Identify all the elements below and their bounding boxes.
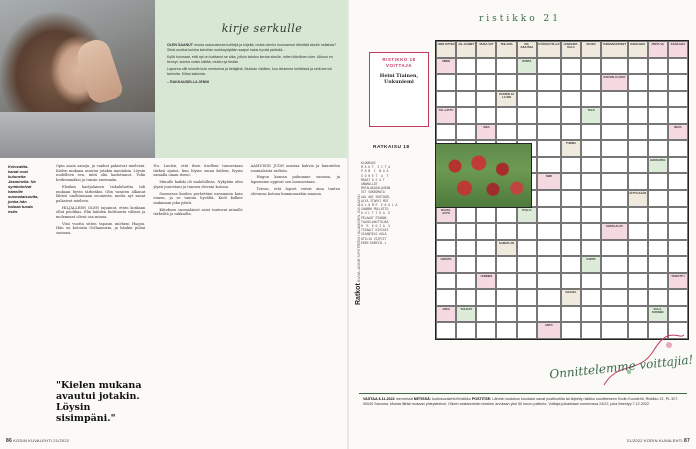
brand-logo-text: Ratkot <box>355 283 362 305</box>
crossword-answer-cell[interactable] <box>517 256 537 273</box>
crossword-answer-cell[interactable] <box>581 306 601 323</box>
crossword-clue: PULLO <box>517 207 537 224</box>
crossword-answer-cell[interactable] <box>581 207 601 224</box>
crossword-answer-cell[interactable] <box>601 273 627 290</box>
crossword-answer-cell[interactable] <box>561 322 581 339</box>
crossword-answer-cell[interactable] <box>517 124 537 141</box>
solution-row: TIEAALT KIVIAIS <box>361 228 389 233</box>
crossword-answer-cell[interactable] <box>476 256 496 273</box>
crossword-answer-cell[interactable] <box>537 107 561 124</box>
crossword-clue: KASTEN JA LA-SIN <box>496 91 516 108</box>
solution-row: A L O M E E K O L A <box>361 203 398 208</box>
crossword-answer-cell[interactable] <box>601 124 627 141</box>
crossword-answer-cell[interactable] <box>436 74 456 91</box>
crossword-answer-cell[interactable] <box>476 306 496 323</box>
crossword-answer-cell[interactable] <box>537 273 561 290</box>
crossword-header-clue: OSEN-NAIS <box>628 41 648 58</box>
crossword-answer-cell[interactable] <box>456 322 476 339</box>
letter-greeting: OLEN SAANUT <box>167 43 193 47</box>
article-paragraph: HILJALLEEN OLEN tajunnut, etten koskaan ollut puolikas. Elin kahden kulttuurin välissä ja molemmat olivat osa minua. <box>56 205 146 220</box>
crossword-header-clue: SEURA <box>581 41 601 58</box>
crossword-answer-cell[interactable] <box>517 306 537 323</box>
crossword-clue: NAAVEL <box>561 289 581 306</box>
winners-issue: RISTIKKO 18 <box>382 57 416 62</box>
crossword-header-clue: HYÖKKÄYSLAJI <box>537 41 561 58</box>
crossword-answer-cell[interactable] <box>668 306 688 323</box>
crossword-answer-cell[interactable] <box>496 58 516 75</box>
crossword-answer-cell[interactable] <box>476 74 496 91</box>
deadline-suffix: mennessä <box>395 397 413 401</box>
solution-title: RATKAISU 18 <box>373 145 410 150</box>
crossword-answer-cell[interactable] <box>436 322 456 339</box>
crossword-clue: KAPPA <box>581 256 601 273</box>
crossword-answer-cell[interactable] <box>537 306 561 323</box>
crossword-answer-cell[interactable] <box>456 124 476 141</box>
crossword-answer-cell[interactable] <box>561 207 581 224</box>
section-header: ristikko 21 <box>479 14 561 24</box>
crossword-answer-cell[interactable] <box>517 273 537 290</box>
crossword-answer-cell[interactable] <box>581 273 601 290</box>
crossword-answer-cell[interactable] <box>668 289 688 306</box>
crossword-answer-cell[interactable] <box>517 74 537 91</box>
mail-instructions: Lähetä ruudukon koodatut sanat postikortilla tai täytetty ristikko osoitteeseen Kodin Kuvalehti, Ristikko 21, PL 327, 00040 Sanoma. Muista liittää mukaan yhteystietosi. <box>363 397 679 406</box>
winner-name: Heini Tiainen, Uukuniemi <box>379 73 419 85</box>
crossword-answer-cell[interactable] <box>601 240 627 257</box>
crossword-answer-cell[interactable] <box>561 107 581 124</box>
crossword-answer-cell[interactable] <box>537 256 561 273</box>
photo-caption: Kelovaltta-kanat ovat kuluneita Jasminella. Ne symboloivat häneille suomalaisuutta, jonka hän haluaa tuoda esiin. <box>8 164 39 214</box>
crossword-answer-cell[interactable] <box>668 240 688 257</box>
solution-row: ALYA ITARVI MIE <box>361 198 389 203</box>
crossword-answer-cell[interactable] <box>537 289 561 306</box>
crossword-answer-cell[interactable] <box>476 91 496 108</box>
crossword-clue: VIRKE <box>436 58 456 75</box>
crossword-answer-cell[interactable] <box>601 157 627 174</box>
solution-grid <box>361 161 439 245</box>
crossword-answer-cell[interactable] <box>648 140 668 157</box>
crossword-answer-cell[interactable] <box>537 58 561 75</box>
crossword-answer-cell[interactable] <box>601 289 627 306</box>
article-paragraph: Opin aasia sanoja, ja vanhat palasivat mieleeni. Kielen mukana avautui jotakin muutakin. Löysin uudelleen sen, mitä olin kadottanut. Tulin herkemmäksi ja tunsin enemmän. <box>56 164 146 183</box>
letter-box <box>155 0 347 158</box>
crossword-answer-cell[interactable] <box>648 190 668 207</box>
article-paragraph: Elenkin kartjalainen tiskaluhattia tuli mukaan hyvin tärkeäksi. Olin vasaten alkanut lähteä unohtumaan suomesta, mutta nyt sanat palasivat mieleen. <box>56 184 146 203</box>
crossword-header-clue: JAL-KAIMET <box>456 41 476 58</box>
crossword-answer-cell[interactable] <box>456 223 476 240</box>
crossword-answer-cell[interactable] <box>628 140 648 157</box>
crossword-answer-cell[interactable] <box>537 240 561 257</box>
crossword-answer-cell[interactable] <box>517 223 537 240</box>
crossword-answer-cell[interactable] <box>668 223 688 240</box>
winners-label: VOITTAJA <box>386 63 412 68</box>
solution-row: VIT SOKEOMATA <box>361 190 385 195</box>
solution-row: R R K O I A V <box>361 224 391 229</box>
crossword-answer-cell[interactable] <box>561 223 581 240</box>
crossword-answer-cell[interactable] <box>601 173 627 190</box>
crossword-clue: SIKA <box>476 124 496 141</box>
crossword-answer-cell[interactable] <box>561 240 581 257</box>
letter-signature: – RAKKAUDELLA JENNI <box>167 79 209 84</box>
crossword-answer-cell[interactable] <box>561 91 581 108</box>
answer-instructions <box>359 395 687 430</box>
crossword-answer-cell[interactable] <box>601 256 627 273</box>
crossword-answer-cell[interactable] <box>601 107 627 124</box>
solution-row: TALKELAAUTTAJAA <box>361 219 389 224</box>
crossword-answer-cell[interactable] <box>537 140 561 157</box>
solution-row: SANAMA PULLOTIO <box>361 207 389 212</box>
crossword-answer-cell[interactable] <box>601 91 627 108</box>
crossword-answer-cell[interactable] <box>517 240 537 257</box>
crossword-answer-cell[interactable] <box>496 256 516 273</box>
crossword-answer-cell[interactable] <box>648 207 668 224</box>
crossword-answer-cell[interactable] <box>476 289 496 306</box>
article-paragraph: AAMUISIN JUON mustaa kahvia ja kuuntelen suomalaista radiota. <box>250 164 340 173</box>
portrait-photo <box>0 0 155 158</box>
crossword-answer-cell[interactable] <box>517 107 537 124</box>
page-number: 86 <box>6 438 12 444</box>
crossword-clue: TAL-LATTU <box>436 107 456 124</box>
page-footer-left <box>6 438 69 444</box>
crossword-answer-cell[interactable] <box>561 190 581 207</box>
crossword-answer-cell[interactable] <box>601 207 627 224</box>
article-paragraph: Viisi vuotta sitten tapasin mieheni Hugon. Hän on kotoisin Gollanmista, ja hänkin puhui suomea. <box>56 221 146 236</box>
crossword-answer-cell[interactable] <box>628 124 648 141</box>
crossword-answer-cell[interactable] <box>456 58 476 75</box>
deadline: VASTAA 8.11.2022 <box>363 397 395 401</box>
article-paragraph: Toivon, että lapset voivat aina tuntea olevansa kotona kummassakin maassa. <box>250 186 340 196</box>
crossword-answer-cell[interactable] <box>496 74 516 91</box>
winners-box <box>369 52 429 127</box>
crossword-header-clue: SÄÄN-SIJA <box>668 41 688 58</box>
solution-row: MAAAT A S A T <box>361 177 385 182</box>
crossword-answer-cell[interactable] <box>668 190 688 207</box>
left-page <box>0 0 347 449</box>
congratulations-text: Onnittelemme voittajia! <box>548 352 695 382</box>
crossword-clue: RAIVON LU-KKO <box>601 74 627 91</box>
crossword-header-clue: YHDENNÄKÖISET <box>601 41 627 58</box>
crossword-answer-cell[interactable] <box>601 190 627 207</box>
crossword-answer-cell[interactable] <box>436 273 456 290</box>
crossword-answer-cell[interactable] <box>648 256 668 273</box>
crossword-answer-cell[interactable] <box>496 107 516 124</box>
crossword-answer-cell[interactable] <box>496 273 516 290</box>
article-paragraph: Minulle kaikki oli mahdollista. Nykyään olen ylpeä juuristani ja tunnen olevani kotona. <box>153 180 243 189</box>
crossword-clue: LEIKKI-ALUS <box>601 223 627 240</box>
crossword-answer-cell[interactable] <box>496 207 516 224</box>
crossword-answer-cell[interactable] <box>668 91 688 108</box>
solution-row: ANNAKLLOT <box>361 182 378 187</box>
crossword-header-clue: HEIN-SITTEN <box>436 41 456 58</box>
crossword-answer-cell[interactable] <box>456 74 476 91</box>
crossword-answer-cell[interactable] <box>601 140 627 157</box>
crossword-photo-apples <box>435 143 532 208</box>
article-paragraph: Kiitoksen suomalaiset asiat tuntuvat minulle tärkeiltä ja rakkailta. <box>153 207 243 217</box>
crossword-answer-cell[interactable] <box>456 240 476 257</box>
crossword-answer-cell[interactable] <box>648 107 668 124</box>
photo-credit: KUVA: ANNE NYSTRÖM / ALIAKSEN JULKAISU <box>356 194 361 283</box>
crossword-answer-cell[interactable] <box>537 207 561 224</box>
crossword-answer-cell[interactable] <box>476 223 496 240</box>
crossword-answer-cell[interactable] <box>436 240 456 257</box>
crossword-answer-cell[interactable] <box>668 256 688 273</box>
crossword-clue: NEVA <box>668 124 688 141</box>
crossword-clue: RAUTA-AUTO <box>436 207 456 224</box>
solution-row: S O R E T A T <box>361 173 389 178</box>
crossword-answer-cell[interactable] <box>628 157 648 174</box>
page-footer-right <box>627 438 690 444</box>
crossword-answer-cell[interactable] <box>561 157 581 174</box>
crossword-answer-cell[interactable] <box>581 58 601 75</box>
crossword-answer-cell[interactable] <box>581 74 601 91</box>
pull-quote: "Kielen mukana avautui jotakin. Löysin sisimpäni." <box>56 378 146 424</box>
crossword-answer-cell[interactable] <box>581 124 601 141</box>
crossword-header-clue: PINTA-VA <box>648 41 668 58</box>
crossword-answer-cell[interactable] <box>668 157 688 174</box>
crossword-answer-cell[interactable] <box>517 289 537 306</box>
crossword-answer-cell[interactable] <box>537 91 561 108</box>
article-paragraph: Nu. Luulen, että ilsen itselleni tunnestaan tärkeä ajatus: kun löysin oman kieleni, löysin samalla oman itseni. <box>153 164 243 178</box>
crossword-answer-cell[interactable] <box>601 58 627 75</box>
divider <box>359 393 687 394</box>
crossword-answer-cell[interactable] <box>648 173 668 190</box>
crossword-answer-cell[interactable] <box>668 74 688 91</box>
crossword-answer-cell[interactable] <box>561 58 581 75</box>
mail-label: POSTITSE: <box>471 397 492 401</box>
crossword-answer-cell[interactable] <box>628 74 648 91</box>
crossword-answer-cell[interactable] <box>561 273 581 290</box>
crossword-answer-cell[interactable] <box>628 207 648 224</box>
crossword-answer-cell[interactable] <box>436 124 456 141</box>
crossword-clue: KAMATLAN <box>496 240 516 257</box>
crossword-answer-cell[interactable] <box>517 322 537 339</box>
letter-paragraph-2: Kyllä huomaat, että nyt on koittanut se aika, jolloin tahdon kertoa sinulle, miten kiitollinen olen. Alkuun en tiennyt, kuinka voisin kiittää, mutta nyt tiedän. <box>167 55 334 64</box>
crossword-answer-cell[interactable] <box>628 223 648 240</box>
crossword-answer-cell[interactable] <box>496 289 516 306</box>
crossword-answer-cell[interactable] <box>581 223 601 240</box>
letter-title: kirje serkulle <box>221 22 303 35</box>
brand-credit <box>355 194 362 305</box>
crossword-clue: TALO <box>581 107 601 124</box>
crossword-answer-cell[interactable] <box>496 223 516 240</box>
crossword-answer-cell[interactable] <box>476 207 496 224</box>
crossword-answer-cell[interactable] <box>581 190 601 207</box>
crossword-answer-cell[interactable] <box>648 91 668 108</box>
crossword-answer-cell[interactable] <box>561 256 581 273</box>
crossword-answer-cell[interactable] <box>537 74 561 91</box>
crossword-answer-cell[interactable] <box>561 74 581 91</box>
crossword-answer-cell[interactable] <box>648 240 668 257</box>
crossword-answer-cell[interactable] <box>668 173 688 190</box>
article-column-3 <box>251 164 340 434</box>
solution-row: P A N I N A Ä <box>361 169 389 174</box>
crossword-answer-cell[interactable] <box>648 289 668 306</box>
crossword-answer-cell[interactable] <box>668 140 688 157</box>
crossword-answer-cell[interactable] <box>436 91 456 108</box>
solution-row: KLOORAUS <box>361 161 376 165</box>
solution-row: AAL AKI SKOTOGEL <box>361 194 391 199</box>
crossword-answer-cell[interactable] <box>476 58 496 75</box>
crossword-header-clue: ON-JUHLISSA <box>517 41 537 58</box>
crossword-answer-cell[interactable] <box>581 157 601 174</box>
solution-row: VIAANTELO AULA <box>361 232 387 237</box>
crossword-answer-cell[interactable] <box>537 223 561 240</box>
crossword-answer-cell[interactable] <box>648 273 668 290</box>
crossword-answer-cell[interactable] <box>628 240 648 257</box>
crossword-answer-cell[interactable] <box>436 223 456 240</box>
magazine-issue: 21/2022 KODIN KUVALEHTI <box>626 438 683 443</box>
solution-row: MUTALAKASALAVEAN <box>361 186 391 191</box>
crossword-clue: ANTO <box>537 322 561 339</box>
crossword-header-clue: LENKKIRA-KALA <box>561 41 581 58</box>
crossword-answer-cell[interactable] <box>581 91 601 108</box>
crossword-answer-cell[interactable] <box>628 107 648 124</box>
crossword-answer-cell[interactable] <box>476 240 496 257</box>
crossword-clue: TAJJAAT <box>456 306 476 323</box>
crossword-clue: NAPATO <box>436 256 456 273</box>
crossword-answer-cell[interactable] <box>581 140 601 157</box>
crossword-answer-cell[interactable] <box>628 306 648 323</box>
crossword-answer-cell[interactable] <box>456 207 476 224</box>
crossword-answer-cell[interactable] <box>456 256 476 273</box>
crossword-answer-cell[interactable] <box>496 322 516 339</box>
crossword-answer-cell[interactable] <box>456 273 476 290</box>
crossword-clue: LEIKKI-PEIL <box>648 157 668 174</box>
right-page <box>349 0 696 449</box>
page-number: 87 <box>684 438 690 444</box>
crossword-header-clue: TEE-AMA <box>496 41 516 58</box>
crossword-answer-cell[interactable] <box>537 124 561 141</box>
crossword-answer-cell[interactable] <box>476 322 496 339</box>
letter-body <box>167 43 337 52</box>
crossword-answer-cell[interactable] <box>537 190 561 207</box>
crossword-answer-cell[interactable] <box>601 306 627 323</box>
prize-info: Oikein vastanneiden kesken arvotaan yksi 50 euron palkinto. Voittaja julkaistaan numerossa 24/22, joka ilmestyy 7.12.2022. <box>448 401 650 406</box>
crossword-clue: NIMI <box>537 173 561 190</box>
crossword-answer-cell[interactable] <box>581 289 601 306</box>
crossword-answer-cell[interactable] <box>648 58 668 75</box>
crossword-answer-cell[interactable] <box>648 124 668 141</box>
crossword-answer-cell[interactable] <box>628 256 648 273</box>
crossword-clue: JÄTTÄ-SÄÄR <box>628 190 648 207</box>
crossword-answer-cell[interactable] <box>537 157 561 174</box>
crossword-answer-cell[interactable] <box>517 91 537 108</box>
online-url[interactable]: kodinkuvalehti.fi/ristikko <box>432 397 471 401</box>
crossword-answer-cell[interactable] <box>628 173 648 190</box>
crossword-answer-cell[interactable] <box>581 173 601 190</box>
crossword-answer-cell[interactable] <box>668 207 688 224</box>
crossword-answer-cell[interactable] <box>668 107 688 124</box>
article-paragraph: Hugon kanssa puhumme suomea, ja lapsemme oppivat sen luonnostaan. <box>250 175 340 185</box>
crossword-answer-cell[interactable] <box>561 124 581 141</box>
crossword-answer-cell[interactable] <box>628 91 648 108</box>
crossword-clue: TUMMA <box>561 140 581 157</box>
crossword-answer-cell[interactable] <box>456 91 476 108</box>
crossword-clue: JOKA <box>436 306 456 323</box>
crossword-answer-cell[interactable] <box>628 273 648 290</box>
crossword-clue: FALLI-KOSKEN <box>648 306 668 323</box>
crossword-clue: HUNNEN <box>476 273 496 290</box>
crossword-answer-cell[interactable] <box>456 289 476 306</box>
online-label: NETISSÄ: <box>413 397 431 401</box>
letter-paragraph-1: monta uskomatonta korttejä ja kirjeitä, mutta olenko huomannut lähettää sinulle sellaista? Siinä osoitus kuinka kahvilan nurkkapöytään saapui kaksi hyvää ystävää... <box>167 43 337 52</box>
crossword-answer-cell[interactable] <box>496 124 516 141</box>
magazine-issue: KODIN KUVALEHTI 21/2022 <box>13 438 70 443</box>
solution-row: A U L T T U A E <box>361 211 391 216</box>
crossword-answer-cell[interactable] <box>648 74 668 91</box>
crossword-header-clue: MUKA-VAT <box>476 41 496 58</box>
crossword-answer-cell[interactable] <box>476 107 496 124</box>
letter-paragraph-3: Lapsena ollit minulle kuin mentorina ja tietäjänä. Muistan vieläkin, kun istuimme keittiössä ja sinä kerroit tarinoita. Kiitos kaikesta. <box>167 67 332 76</box>
crossword-answer-cell[interactable] <box>436 289 456 306</box>
solution-row: PELAAAT PIANOK <box>361 215 387 220</box>
crossword-clue: KUNTA <box>517 58 537 75</box>
solution-row: OTILIA VIIPIIT <box>361 236 387 241</box>
crossword-answer-cell[interactable] <box>668 58 688 75</box>
crossword-answer-cell[interactable] <box>628 289 648 306</box>
crossword-answer-cell[interactable] <box>561 306 581 323</box>
crossword-answer-cell[interactable] <box>628 58 648 75</box>
crossword-answer-cell[interactable] <box>456 107 476 124</box>
article-paragraph: Suomessa kuulen perhettäni useammin kuin ennen, ja se tuntuu hyvältä. Kieli kulkee mukanani joka päivä. <box>153 191 243 205</box>
crossword-clue: TAIKOTTU <box>668 273 688 290</box>
crossword-answer-cell[interactable] <box>648 223 668 240</box>
solution-row: EKEN KANYVIL L <box>361 240 387 245</box>
photo-hand <box>73 36 124 105</box>
crossword-answer-cell[interactable] <box>496 306 516 323</box>
crossword-answer-cell[interactable] <box>561 173 581 190</box>
photo-shirt <box>0 112 155 158</box>
solution-row: M A U T I I T A <box>361 165 391 170</box>
article-column-2 <box>153 164 242 434</box>
crossword-answer-cell[interactable] <box>581 240 601 257</box>
